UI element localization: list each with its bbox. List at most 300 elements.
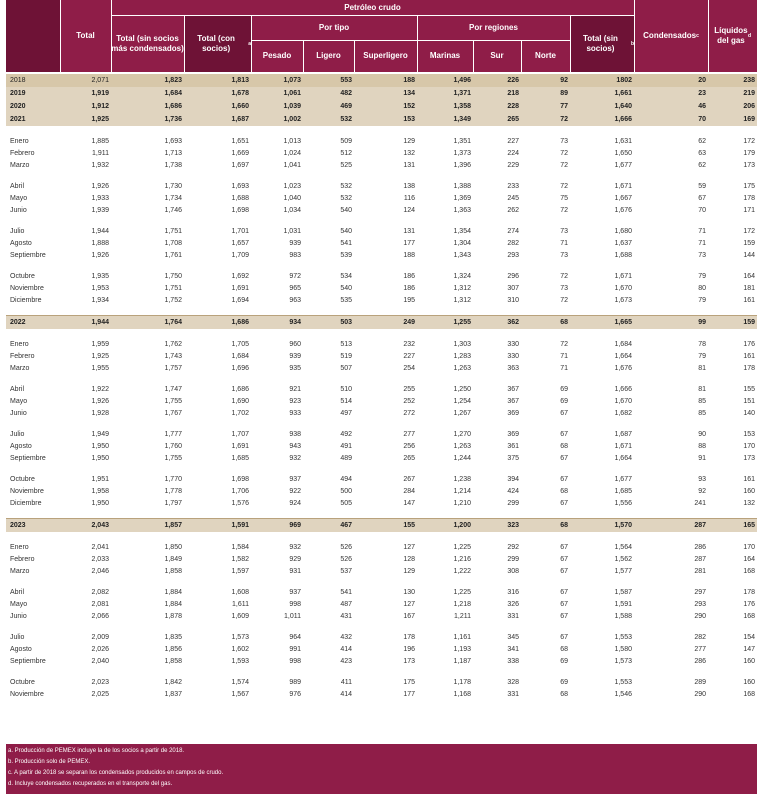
cell: 1,573 bbox=[614, 657, 632, 665]
cell: 155 bbox=[743, 385, 755, 393]
cell: 85 bbox=[698, 397, 706, 405]
cell: 1,959 bbox=[91, 340, 109, 348]
cell: 1,835 bbox=[164, 633, 182, 641]
cell: 532 bbox=[303, 113, 354, 126]
cell: 249 bbox=[354, 316, 417, 330]
cell: 539 bbox=[340, 251, 352, 259]
cell: 71 bbox=[560, 364, 568, 372]
cell: 1,925 bbox=[91, 352, 109, 360]
cell: 960 bbox=[289, 340, 301, 348]
cell: 2,040 bbox=[91, 657, 109, 665]
cell: 233 bbox=[507, 182, 519, 190]
cell: 23 bbox=[634, 87, 708, 100]
cell: 316 bbox=[507, 588, 519, 596]
header-por-regiones: Por regiones bbox=[469, 22, 518, 32]
cell: 310 bbox=[507, 296, 519, 304]
header-ligero: Ligero bbox=[316, 51, 341, 60]
year-total-row bbox=[6, 519, 757, 533]
annual-row bbox=[6, 74, 757, 87]
cell: 526 bbox=[340, 555, 352, 563]
cell: 287 bbox=[694, 555, 706, 563]
cell: 67 bbox=[560, 430, 568, 438]
cell: 178 bbox=[743, 364, 755, 372]
spacer-row bbox=[6, 419, 757, 428]
cell: 153 bbox=[354, 113, 417, 126]
cell: 514 bbox=[340, 397, 352, 405]
cell: 923 bbox=[289, 397, 301, 405]
cell: 1,767 bbox=[164, 409, 182, 417]
cell: 1,073 bbox=[251, 74, 303, 87]
cell: 1,697 bbox=[231, 161, 249, 169]
cell: 1,651 bbox=[231, 137, 249, 145]
cell: 1,244 bbox=[453, 454, 471, 462]
month-row bbox=[6, 135, 757, 147]
month-row bbox=[6, 440, 757, 452]
cell: 1,187 bbox=[453, 657, 471, 665]
cell: 1,751 bbox=[164, 284, 182, 292]
cell: 173 bbox=[743, 454, 755, 462]
cell: 286 bbox=[694, 543, 706, 551]
row-label: 2023 bbox=[6, 519, 60, 533]
cell: 1,665 bbox=[570, 316, 634, 330]
cell: 160 bbox=[743, 678, 755, 686]
cell: 292 bbox=[507, 543, 519, 551]
cell: 1,671 bbox=[614, 442, 632, 450]
cell: 68 bbox=[560, 690, 568, 698]
cell: 68 bbox=[560, 442, 568, 450]
cell: 1,691 bbox=[231, 284, 249, 292]
cell: 331 bbox=[507, 690, 519, 698]
cell: 1,238 bbox=[453, 475, 471, 483]
cell: 998 bbox=[289, 657, 301, 665]
cell: 1,200 bbox=[417, 519, 473, 533]
cell: 922 bbox=[289, 487, 301, 495]
month-row bbox=[6, 192, 757, 204]
cell: 1,584 bbox=[231, 543, 249, 551]
row-label: 2019 bbox=[6, 87, 60, 100]
row-label: Abril bbox=[10, 588, 25, 596]
cell: 1,573 bbox=[231, 633, 249, 641]
cell: 2,026 bbox=[91, 645, 109, 653]
cell: 1802 bbox=[570, 74, 634, 87]
header-petroleo-crudo: Petróleo crudo bbox=[344, 2, 401, 12]
row-label: Noviembre bbox=[10, 284, 44, 292]
cell: 505 bbox=[340, 499, 352, 507]
month-row bbox=[6, 565, 757, 577]
cell: 92 bbox=[521, 74, 570, 87]
cell: 165 bbox=[708, 519, 757, 533]
cell: 535 bbox=[340, 296, 352, 304]
cell: 1,701 bbox=[231, 227, 249, 235]
cell: 1,911 bbox=[92, 149, 109, 157]
cell: 526 bbox=[340, 543, 352, 551]
cell: 67 bbox=[560, 454, 568, 462]
cell: 1,031 bbox=[283, 227, 301, 235]
cell: 423 bbox=[340, 657, 352, 665]
cell: 256 bbox=[403, 442, 415, 450]
cell: 1,011 bbox=[284, 612, 301, 620]
cell: 1,702 bbox=[231, 409, 249, 417]
cell: 1,562 bbox=[614, 555, 632, 563]
cell: 2,082 bbox=[91, 588, 109, 596]
cell: 1,267 bbox=[453, 409, 471, 417]
cell: 232 bbox=[403, 340, 415, 348]
cell: 284 bbox=[403, 487, 415, 495]
cell: 169 bbox=[708, 113, 757, 126]
cell: 196 bbox=[403, 645, 415, 653]
cell: 932 bbox=[289, 454, 301, 462]
cell: 1,922 bbox=[91, 385, 109, 393]
cell: 281 bbox=[694, 567, 706, 575]
cell: 489 bbox=[340, 454, 352, 462]
header-marinas: Marinas bbox=[429, 51, 461, 60]
cell: 1,178 bbox=[453, 678, 471, 686]
cell: 525 bbox=[340, 161, 352, 169]
month-row bbox=[6, 147, 757, 159]
cell: 1,738 bbox=[164, 161, 182, 169]
cell: 1,949 bbox=[91, 430, 109, 438]
cell: 2,046 bbox=[91, 567, 109, 575]
footnote-b: b. Producción solo de PEMEX. bbox=[8, 759, 91, 765]
cell: 1,660 bbox=[184, 100, 251, 113]
cell: 394 bbox=[507, 475, 519, 483]
cell: 1,687 bbox=[614, 430, 632, 438]
cell: 414 bbox=[340, 645, 352, 653]
cell: 363 bbox=[507, 364, 519, 372]
cell: 67 bbox=[560, 567, 568, 575]
cell: 69 bbox=[560, 657, 568, 665]
month-row bbox=[6, 383, 757, 395]
cell: 1,761 bbox=[164, 251, 182, 259]
row-label: Junio bbox=[10, 206, 27, 214]
header-total-sin-socios-condensados: Total (sin socios más condensados) bbox=[111, 33, 184, 53]
cell: 1,657 bbox=[231, 239, 249, 247]
cell: 71 bbox=[560, 239, 568, 247]
cell: 171 bbox=[743, 206, 755, 214]
cell: 71 bbox=[698, 227, 706, 235]
month-row bbox=[6, 338, 757, 350]
month-row bbox=[6, 688, 757, 700]
cell: 1,667 bbox=[614, 194, 632, 202]
cell: 172 bbox=[743, 137, 755, 145]
cell: 277 bbox=[694, 645, 706, 653]
cell: 367 bbox=[507, 385, 519, 393]
cell: 67 bbox=[698, 194, 706, 202]
cell: 227 bbox=[403, 352, 415, 360]
cell: 63 bbox=[698, 149, 706, 157]
spacer-row bbox=[6, 216, 757, 225]
cell: 1,396 bbox=[453, 161, 471, 169]
cell: 1,576 bbox=[231, 499, 249, 507]
cell: 328 bbox=[507, 678, 519, 686]
header-sur: Sur bbox=[490, 51, 504, 60]
cell: 1,024 bbox=[283, 149, 301, 157]
cell: 369 bbox=[507, 430, 519, 438]
cell: 2,081 bbox=[91, 600, 109, 608]
cell: 1,736 bbox=[111, 113, 184, 126]
cell: 467 bbox=[303, 519, 354, 533]
cell: 72 bbox=[560, 272, 568, 280]
cell: 1,677 bbox=[614, 161, 632, 169]
cell: 1,670 bbox=[614, 397, 632, 405]
cell: 929 bbox=[289, 555, 301, 563]
cell: 532 bbox=[340, 194, 352, 202]
cell: 159 bbox=[708, 316, 757, 330]
cell: 308 bbox=[507, 567, 519, 575]
cell: 2,066 bbox=[91, 612, 109, 620]
header-stub-cell bbox=[6, 0, 60, 72]
cell: 1,570 bbox=[570, 519, 634, 533]
cell: 1,041 bbox=[283, 161, 301, 169]
cell: 1,928 bbox=[91, 409, 109, 417]
cell: 541 bbox=[340, 588, 352, 596]
cell: 1,837 bbox=[164, 690, 182, 698]
cell: 1,685 bbox=[614, 487, 632, 495]
cell: 238 bbox=[708, 74, 757, 87]
cell: 1,671 bbox=[614, 182, 632, 190]
cell: 1,553 bbox=[614, 633, 632, 641]
cell: 299 bbox=[507, 555, 519, 563]
cell: 1,034 bbox=[283, 206, 301, 214]
cell: 2,041 bbox=[91, 543, 109, 551]
cell: 177 bbox=[403, 690, 415, 698]
cell: 482 bbox=[303, 87, 354, 100]
cell: 1,218 bbox=[453, 600, 471, 608]
cell: 71 bbox=[560, 352, 568, 360]
cell: 79 bbox=[698, 296, 706, 304]
cell: 1,250 bbox=[453, 385, 471, 393]
cell: 147 bbox=[743, 645, 755, 653]
cell: 155 bbox=[354, 519, 417, 533]
cell: 287 bbox=[634, 519, 708, 533]
cell: 72 bbox=[560, 182, 568, 190]
cell: 1,553 bbox=[614, 678, 632, 686]
cell: 79 bbox=[698, 272, 706, 280]
header-condensados-label: Condensados bbox=[643, 31, 697, 40]
cell: 1,813 bbox=[184, 74, 251, 87]
month-row bbox=[6, 428, 757, 440]
cell: 160 bbox=[743, 657, 755, 665]
cell: 1,304 bbox=[453, 239, 471, 247]
cell: 500 bbox=[340, 487, 352, 495]
cell: 1,254 bbox=[453, 397, 471, 405]
cell: 129 bbox=[403, 137, 415, 145]
cell: 72 bbox=[560, 296, 568, 304]
header-total-con-socios: Total (con socios) a bbox=[184, 15, 251, 72]
cell: 1,857 bbox=[111, 519, 184, 533]
row-label: Noviembre bbox=[10, 690, 44, 698]
cell: 1,950 bbox=[91, 499, 109, 507]
cell: 964 bbox=[289, 633, 301, 641]
cell: 134 bbox=[354, 87, 417, 100]
cell: 1,582 bbox=[231, 555, 249, 563]
cell: 188 bbox=[354, 74, 417, 87]
footnote-d: d. Incluye condensados recuperados en el transporte del gas. bbox=[8, 781, 173, 787]
cell: 1,591 bbox=[614, 600, 632, 608]
cell: 1,023 bbox=[283, 182, 301, 190]
cell: 1,263 bbox=[453, 364, 471, 372]
row-label: Marzo bbox=[10, 567, 30, 575]
cell: 289 bbox=[694, 678, 706, 686]
cell: 172 bbox=[743, 227, 755, 235]
cell: 341 bbox=[507, 645, 519, 653]
cell: 173 bbox=[403, 657, 415, 665]
row-label: Febrero bbox=[10, 555, 35, 563]
header-por-tipo: Por tipo bbox=[318, 22, 350, 32]
cell: 151 bbox=[743, 397, 755, 405]
row-label: Julio bbox=[10, 633, 25, 641]
cell: 367 bbox=[507, 397, 519, 405]
cell: 67 bbox=[560, 543, 568, 551]
cell: 1,283 bbox=[453, 352, 471, 360]
cell: 1,747 bbox=[164, 385, 182, 393]
cell: 537 bbox=[340, 567, 352, 575]
cell: 1,926 bbox=[91, 251, 109, 259]
cell: 99 bbox=[634, 316, 708, 330]
header-superligero: Superligero bbox=[363, 51, 408, 60]
cell: 1,013 bbox=[283, 137, 301, 145]
cell: 290 bbox=[694, 612, 706, 620]
spacer-row bbox=[6, 622, 757, 631]
spacer-row bbox=[6, 509, 757, 519]
cell: 265 bbox=[473, 113, 521, 126]
cell: 1,587 bbox=[614, 588, 632, 596]
cell: 299 bbox=[507, 499, 519, 507]
cell: 424 bbox=[507, 487, 519, 495]
cell: 1,546 bbox=[614, 690, 632, 698]
cell: 224 bbox=[507, 149, 519, 157]
year-total-row bbox=[6, 316, 757, 330]
cell: 1,631 bbox=[614, 137, 632, 145]
month-row bbox=[6, 294, 757, 306]
cell: 1,312 bbox=[453, 284, 471, 292]
month-row bbox=[6, 159, 757, 171]
cell: 1,343 bbox=[453, 251, 471, 259]
cell: 128 bbox=[403, 555, 415, 563]
cell: 1,750 bbox=[164, 272, 182, 280]
cell: 1,823 bbox=[111, 74, 184, 87]
row-label: Agosto bbox=[10, 239, 32, 247]
cell: 1,878 bbox=[164, 612, 182, 620]
cell: 168 bbox=[743, 567, 755, 575]
cell: 1,688 bbox=[614, 251, 632, 259]
cell: 1,363 bbox=[453, 206, 471, 214]
cell: 73 bbox=[560, 137, 568, 145]
cell: 1,885 bbox=[91, 137, 109, 145]
cell: 1,764 bbox=[111, 316, 184, 330]
cell: 937 bbox=[289, 475, 301, 483]
cell: 338 bbox=[507, 657, 519, 665]
month-row bbox=[6, 610, 757, 622]
cell: 1,688 bbox=[231, 194, 249, 202]
cell: 1,588 bbox=[614, 612, 632, 620]
cell: 272 bbox=[403, 409, 415, 417]
cell: 178 bbox=[403, 633, 415, 641]
month-row bbox=[6, 676, 757, 688]
cell: 228 bbox=[473, 100, 521, 113]
cell: 1,597 bbox=[231, 567, 249, 575]
cell: 290 bbox=[694, 690, 706, 698]
cell: 1,955 bbox=[91, 364, 109, 372]
cell: 509 bbox=[340, 137, 352, 145]
cell: 70 bbox=[698, 206, 706, 214]
cell: 241 bbox=[694, 499, 706, 507]
cell: 1,950 bbox=[91, 454, 109, 462]
row-label: Diciembre bbox=[10, 499, 42, 507]
cell: 1,682 bbox=[614, 409, 632, 417]
spacer-row bbox=[6, 171, 757, 180]
month-row bbox=[6, 553, 757, 565]
cell: 161 bbox=[743, 475, 755, 483]
cell: 1,684 bbox=[111, 87, 184, 100]
cell: 130 bbox=[403, 588, 415, 596]
cell: 1,388 bbox=[453, 182, 471, 190]
spacer-row bbox=[6, 532, 757, 541]
cell: 931 bbox=[289, 567, 301, 575]
cell: 414 bbox=[340, 690, 352, 698]
cell: 1,850 bbox=[164, 543, 182, 551]
cell: 127 bbox=[403, 543, 415, 551]
cell: 1,666 bbox=[570, 113, 634, 126]
header-total-sin-socios: Total (sin socios) b bbox=[570, 15, 634, 72]
cell: 1,950 bbox=[91, 442, 109, 450]
cell: 943 bbox=[289, 442, 301, 450]
cell: 131 bbox=[403, 161, 415, 169]
cell: 510 bbox=[340, 385, 352, 393]
cell: 226 bbox=[473, 74, 521, 87]
cell: 1,762 bbox=[164, 340, 182, 348]
cell: 186 bbox=[403, 272, 415, 280]
cell: 2,025 bbox=[91, 690, 109, 698]
cell: 75 bbox=[560, 194, 568, 202]
cell: 67 bbox=[560, 475, 568, 483]
cell: 255 bbox=[403, 385, 415, 393]
cell: 1,349 bbox=[417, 113, 473, 126]
cell: 924 bbox=[289, 499, 301, 507]
row-label: Septiembre bbox=[10, 251, 46, 259]
cell: 293 bbox=[694, 600, 706, 608]
data-table bbox=[6, 74, 757, 700]
row-label: Mayo bbox=[10, 600, 28, 608]
cell: 1,564 bbox=[614, 543, 632, 551]
cell: 1,685 bbox=[231, 454, 249, 462]
spacer-row bbox=[6, 577, 757, 586]
cell: 267 bbox=[403, 475, 415, 483]
cell: 1,693 bbox=[164, 137, 182, 145]
cell: 227 bbox=[507, 137, 519, 145]
cell: 72 bbox=[560, 206, 568, 214]
cell: 67 bbox=[560, 600, 568, 608]
cell: 1,039 bbox=[251, 100, 303, 113]
cell: 160 bbox=[743, 487, 755, 495]
cell: 1,312 bbox=[453, 296, 471, 304]
cell: 1,944 bbox=[60, 316, 111, 330]
month-row bbox=[6, 282, 757, 294]
cell: 68 bbox=[521, 316, 570, 330]
month-row bbox=[6, 485, 757, 497]
cell: 1,951 bbox=[91, 475, 109, 483]
cell: 72 bbox=[521, 113, 570, 126]
cell: 1,593 bbox=[231, 657, 249, 665]
month-row bbox=[6, 586, 757, 598]
annual-row bbox=[6, 113, 757, 126]
spacer-row bbox=[6, 306, 757, 316]
cell: 532 bbox=[340, 182, 352, 190]
cell: 262 bbox=[507, 206, 519, 214]
cell: 173 bbox=[743, 161, 755, 169]
row-label: Junio bbox=[10, 612, 27, 620]
cell: 1,677 bbox=[614, 475, 632, 483]
